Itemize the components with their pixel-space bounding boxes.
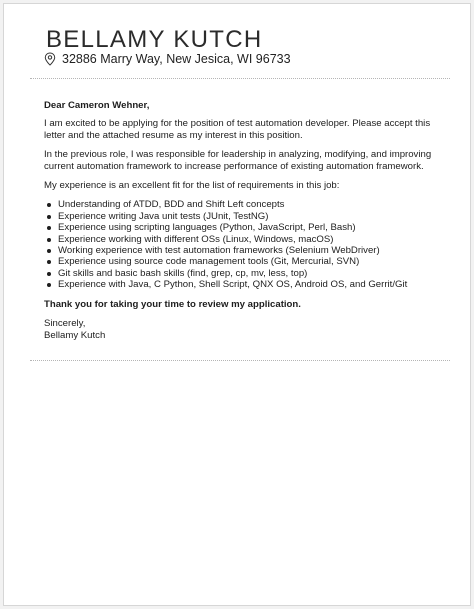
letter-page <box>3 3 471 606</box>
bottom-divider <box>30 360 450 361</box>
map-pin-icon <box>44 52 56 66</box>
paragraph-previous-role: In the previous role, I was responsible for leadership in analyzing, modifying, and improving current automation framework to increase performance of existing automation framework. <box>44 149 432 172</box>
thanks-line: Thank you for taking your time to review my application. <box>44 298 301 310</box>
list-item: Working experience with test automation frameworks (Selenium WebDriver) <box>44 245 449 256</box>
list-item: Git skills and basic bash skills (find, grep, cp, mv, less, top) <box>44 268 449 279</box>
salutation: Dear Cameron Wehner, <box>44 100 150 111</box>
list-item: Experience working with different OSs (Linux, Windows, macOS) <box>44 234 449 245</box>
list-item: Understanding of ATDD, BDD and Shift Left concepts <box>44 199 449 210</box>
paragraph-intro: I am excited to be applying for the position of test automation developer. Please accept this letter and the attached resume as my interest in this position. <box>44 118 431 141</box>
requirements-list <box>44 199 449 290</box>
address-row <box>44 52 291 66</box>
top-divider <box>30 78 450 79</box>
list-item: Experience writing Java unit tests (JUnit, TestNG) <box>44 211 449 222</box>
list-item: Experience with Java, C Python, Shell Script, QNX OS, Android OS, and Gerrit/Git <box>44 279 449 290</box>
closing: Sincerely, <box>44 318 86 330</box>
list-item: Experience using source code management tools (Git, Mercurial, SVN) <box>44 256 449 267</box>
paragraph-experience: My experience is an excellent fit for the list of requirements in this job: <box>44 180 340 192</box>
applicant-name: BELLAMY KUTCH <box>46 26 263 53</box>
letter-body <box>44 100 449 341</box>
signature: Bellamy Kutch <box>44 329 106 341</box>
list-item: Experience using scripting languages (Python, JavaScript, Perl, Bash) <box>44 222 449 233</box>
closing-block <box>44 318 449 341</box>
address-text: 32886 Marry Way, New Jesica, WI 96733 <box>62 52 291 66</box>
